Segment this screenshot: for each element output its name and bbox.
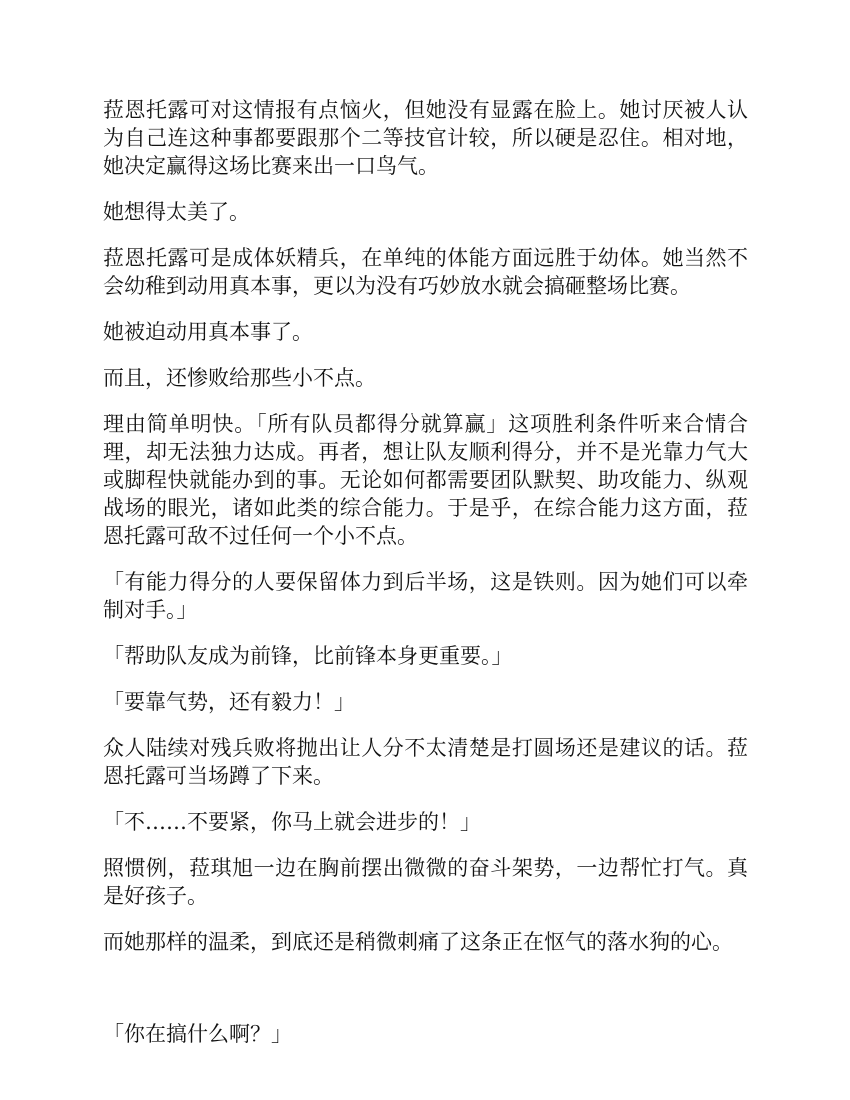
paragraph-13: 而她那样的温柔，到底还是稍微刺痛了这条正在怄气的落水狗的心。 [103, 930, 733, 954]
paragraph-12: 照惯例，菈琪旭一边在胸前摆出微微的奋斗架势，一边帮忙打气。真是好孩子。 [103, 856, 748, 908]
paragraph-11: 「不……不要紧，你马上就会进步的！」 [103, 810, 481, 834]
paragraph-10: 众人陆续对残兵败将抛出让人分不太清楚是打圆场还是建议的话。菈恩托露可当场蹲了下来。 [103, 736, 748, 788]
document-page [103, 96, 748, 1066]
final-dialogue-line: 「你在搞什么啊？」 [103, 1022, 292, 1046]
paragraph-3: 菈恩托露可是成体妖精兵，在单纯的体能方面远胜于幼体。她当然不会幼稚到动用真本事，更以为没有巧妙放水就会搞砸整场比赛。 [103, 246, 748, 298]
paragraph-8: 「帮助队友成为前锋，比前锋本身更重要。」 [103, 644, 513, 668]
paragraph-7: 「有能力得分的人要保留体力到后半场，这是铁则。因为她们可以牵制对手。」 [103, 570, 748, 622]
paragraph-1: 菈恩托露可对这情报有点恼火，但她没有显露在脸上。她讨厌被人认为自己连这种事都要跟那个二等技官计较，所以硬是忍住。相对地，她决定赢得这场比赛来出一口鸟气。 [103, 98, 748, 178]
paragraph-2: 她想得太美了。 [103, 200, 250, 224]
paragraph-6: 理由简单明快。「所有队员都得分就算赢」这项胜利条件听来合情合理，却无法独力达成。再者，想让队友顺利得分，并不是光靠力气大或脚程快就能办到的事。无论如何都需要团队默契、助攻能力、纵观战场的眼光，诸如此类的综合能力。于是乎，在综合能力这方面，菈恩托露可敌不过任何一个小不点。 [103, 412, 748, 548]
section-gap [103, 974, 748, 1020]
paragraph-4: 她被迫动用真本事了。 [103, 320, 313, 344]
paragraph-5: 而且，还惨败给那些小不点。 [103, 366, 376, 390]
paragraph-9: 「要靠气势，还有毅力！」 [103, 690, 355, 714]
